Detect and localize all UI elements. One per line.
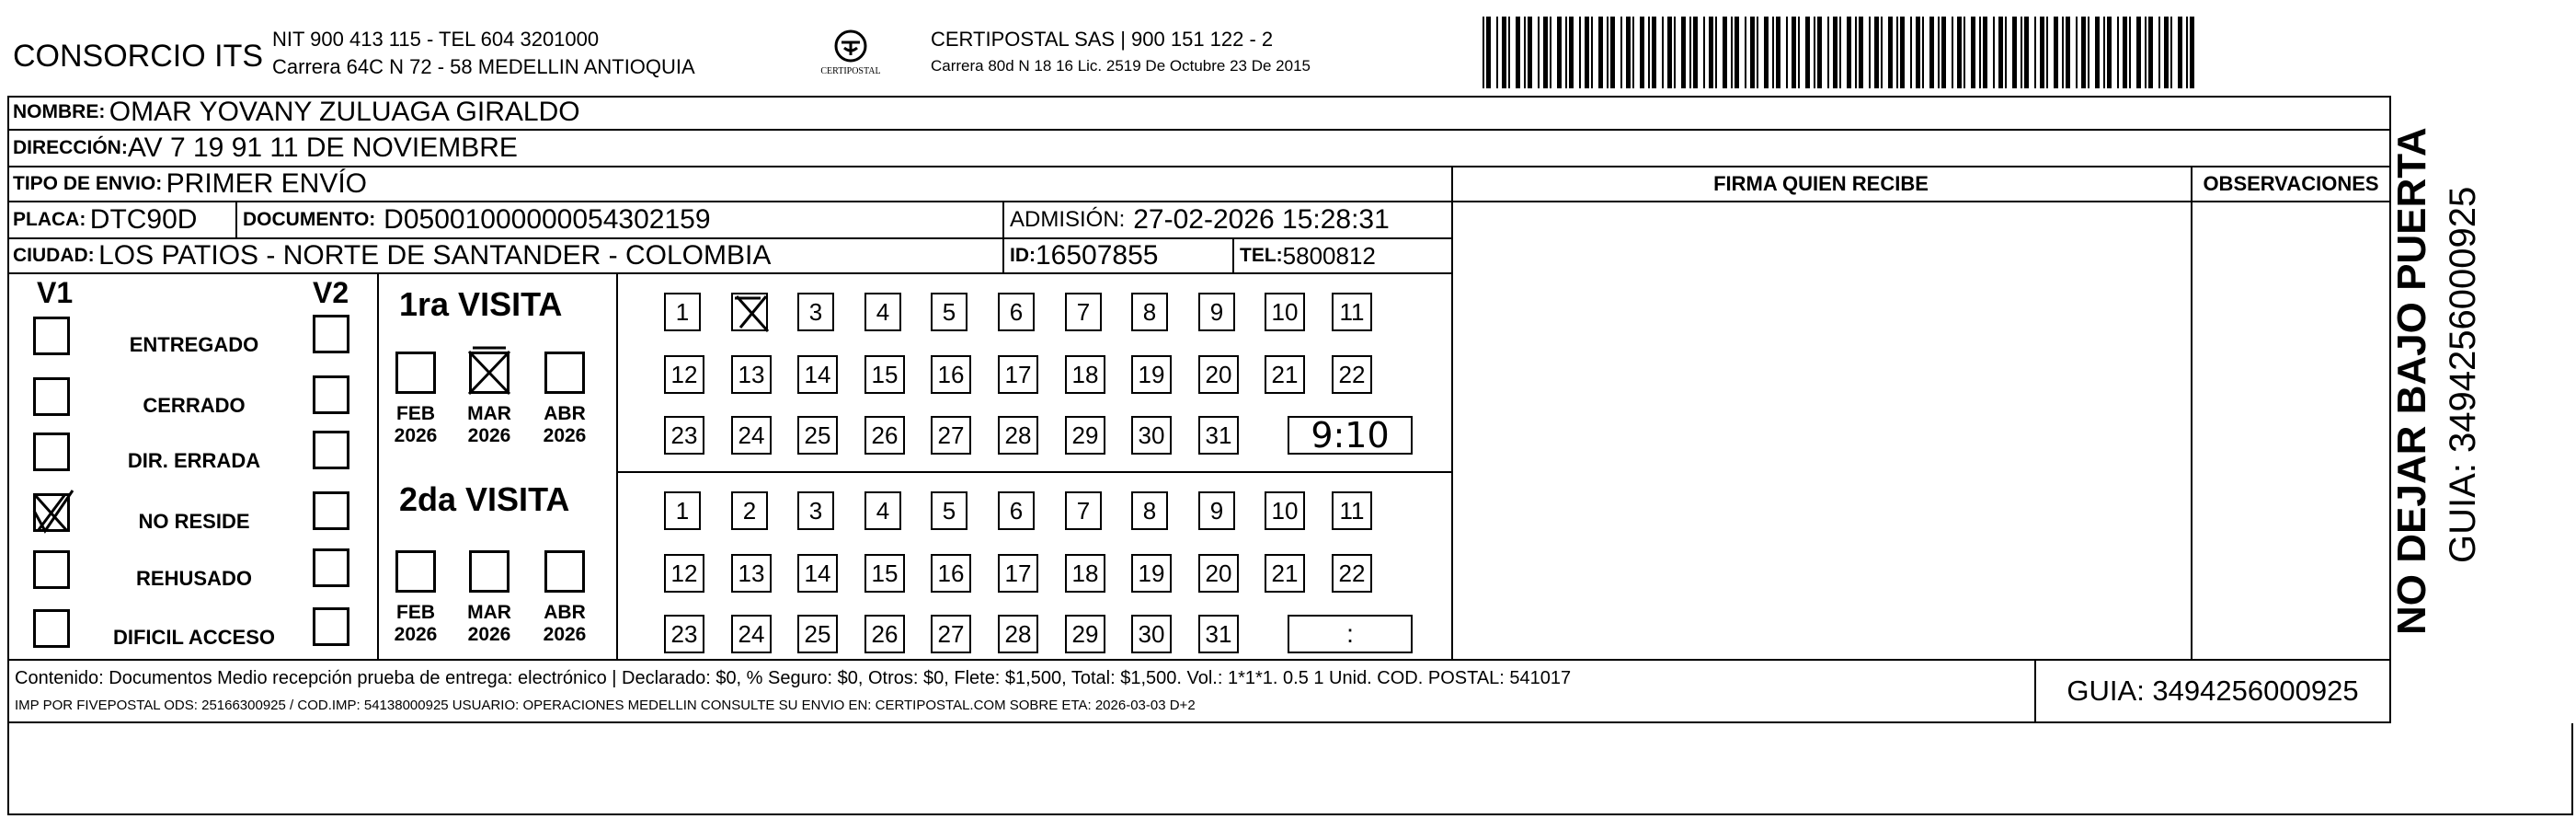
ciudad-label: CIUDAD: xyxy=(13,245,95,266)
day-box[interactable]: 8 xyxy=(1131,491,1168,530)
nombre-label: NOMBRE: xyxy=(13,101,106,122)
time-box[interactable]: : xyxy=(1288,615,1413,653)
month-label: ABR 2026 xyxy=(543,403,587,446)
check-mark-icon xyxy=(32,490,69,529)
status-label-dificil-acceso: DIFICIL ACCESO xyxy=(112,626,275,649)
carrier-name: CERTIPOSTAL SAS | 900 151 122 - 2 xyxy=(931,28,1274,51)
v1-checkbox[interactable] xyxy=(33,609,70,648)
month-label: ABR 2026 xyxy=(543,602,587,645)
side-guia: GUIA: 3494256000925 xyxy=(2443,186,2483,563)
v2-checkbox[interactable] xyxy=(313,375,349,414)
day-box[interactable]: 22 xyxy=(1332,554,1372,593)
nombre-value: OMAR YOVANY ZULUAGA GIRALDO xyxy=(109,97,580,127)
day-box[interactable]: 8 xyxy=(1131,293,1168,331)
month-checkbox[interactable] xyxy=(544,352,585,394)
day-box[interactable]: 19 xyxy=(1131,554,1172,593)
day-box[interactable]: 15 xyxy=(864,355,905,394)
row-ciudad xyxy=(13,239,771,272)
footer-line1: Contenido: Documentos Medio recepción prueba de entrega: electrónico | Declarado: $0, % Seguro: $0, Otros: $0, Flete: $1,500, Total: $1,500. Vol.: 1*1*1. 0.5 1 Unid. COD. POSTAL: 541017 xyxy=(15,668,1572,688)
day-box[interactable]: 26 xyxy=(864,416,905,455)
day-box[interactable]: 9 xyxy=(1198,293,1235,331)
day-box[interactable]: 23 xyxy=(664,416,704,455)
day-box[interactable]: 1 xyxy=(664,491,701,530)
day-box[interactable]: 12 xyxy=(664,355,704,394)
day-box[interactable]: 19 xyxy=(1131,355,1172,394)
documento-label: DOCUMENTO: xyxy=(243,209,376,230)
month-checkbox[interactable] xyxy=(469,550,509,593)
day-box[interactable]: 29 xyxy=(1065,416,1105,455)
row-tel xyxy=(1240,239,1376,272)
company-address: Carrera 64C N 72 - 58 MEDELLIN ANTIOQUIA xyxy=(272,55,695,78)
day-box[interactable]: 4 xyxy=(864,491,901,530)
month-checkbox[interactable] xyxy=(395,550,436,593)
day-box[interactable]: 31 xyxy=(1198,416,1239,455)
status-label-entregado: ENTREGADO xyxy=(129,333,259,356)
tel-value: 5800812 xyxy=(1282,241,1376,270)
footer-line2: IMP POR FIVEPOSTAL ODS: 25166300925 / COD.IMP: 54138000925 USUARIO: OPERACIONES MEDELLIN CONSULTE SU ENVIO EN: CERTIPOSTAL.COM SOBRE ETA: 2026-03-03 D+2 xyxy=(15,698,1196,713)
day-box[interactable]: 31 xyxy=(1198,615,1239,653)
lower-frame xyxy=(7,723,2573,815)
day-box[interactable]: 30 xyxy=(1131,416,1172,455)
day-box[interactable]: 25 xyxy=(797,615,838,653)
day-box[interactable]: 30 xyxy=(1131,615,1172,653)
row-tipo xyxy=(13,167,367,201)
time-box[interactable]: 9:10 xyxy=(1288,416,1413,455)
id-label: ID: xyxy=(1010,245,1036,266)
day-box[interactable]: 9 xyxy=(1198,491,1235,530)
admision-value: 27-02-2026 15:28:31 xyxy=(1133,204,1390,235)
day-box[interactable]: 16 xyxy=(931,554,971,593)
day-box[interactable]: 2 xyxy=(731,491,768,530)
day-box[interactable]: 24 xyxy=(731,416,772,455)
day-box[interactable]: 27 xyxy=(931,615,971,653)
day-box[interactable]: 15 xyxy=(864,554,905,593)
day-box[interactable]: 18 xyxy=(1065,355,1105,394)
row-nombre xyxy=(13,96,580,129)
placa-value: DTC90D xyxy=(89,204,198,235)
row-placa xyxy=(13,202,197,237)
month-label: MAR 2026 xyxy=(467,602,511,645)
carrier-address: Carrera 80d N 18 16 Lic. 2519 De Octubre 23 De 2015 xyxy=(931,57,1311,75)
day-box[interactable]: 11 xyxy=(1332,491,1372,530)
status-label-cerrado: CERRADO xyxy=(143,394,246,417)
v1-checkbox[interactable] xyxy=(33,493,70,532)
status-label-rehusado: REHUSADO xyxy=(136,567,252,590)
day-box[interactable]: 1 xyxy=(664,293,701,331)
day-box[interactable]: 21 xyxy=(1265,554,1305,593)
day-box[interactable]: 26 xyxy=(864,615,905,653)
day-box[interactable]: 14 xyxy=(797,355,838,394)
nit-line: NIT 900 413 115 - TEL 604 3201000 xyxy=(272,28,600,51)
day-box[interactable]: 10 xyxy=(1265,491,1305,530)
day-box[interactable]: 20 xyxy=(1198,554,1239,593)
day-box[interactable]: 24 xyxy=(731,615,772,653)
day-box[interactable]: 6 xyxy=(998,491,1035,530)
status-label-dir-errada: DIR. ERRADA xyxy=(127,449,261,472)
tipo-label: TIPO DE ENVIO: xyxy=(13,173,163,194)
placa-label: PLACA: xyxy=(13,209,86,230)
month-label: MAR 2026 xyxy=(467,403,511,446)
day-box[interactable]: 27 xyxy=(931,416,971,455)
day-box[interactable]: 13 xyxy=(731,355,772,394)
barcode-icon xyxy=(1483,17,2200,88)
footer-guia: GUIA: 3494256000925 xyxy=(2067,675,2359,707)
day-box[interactable]: 11 xyxy=(1332,293,1372,331)
day-box[interactable]: 25 xyxy=(797,416,838,455)
day-box[interactable]: 17 xyxy=(998,554,1038,593)
v2-checkbox[interactable] xyxy=(313,431,349,469)
day-box[interactable]: 5 xyxy=(931,491,967,530)
certipostal-logo: CERTIPOSTAL xyxy=(809,28,892,83)
firma-label: FIRMA QUIEN RECIBE xyxy=(1713,172,1929,195)
day-box[interactable]: 5 xyxy=(931,293,967,331)
day-box[interactable]: 16 xyxy=(931,355,971,394)
month-label: FEB 2026 xyxy=(394,602,438,645)
month-checkbox[interactable] xyxy=(395,352,436,394)
month-checkbox[interactable] xyxy=(544,550,585,593)
visit1-title: 1ra VISITA xyxy=(399,285,563,323)
day-box[interactable]: 7 xyxy=(1065,491,1102,530)
month-label: FEB 2026 xyxy=(394,403,438,446)
day-box[interactable]: 29 xyxy=(1065,615,1105,653)
day-box[interactable]: 28 xyxy=(998,615,1038,653)
day-box[interactable]: 7 xyxy=(1065,293,1102,331)
day-box[interactable]: 22 xyxy=(1332,355,1372,394)
day-box[interactable]: 20 xyxy=(1198,355,1239,394)
day-box[interactable]: 21 xyxy=(1265,355,1305,394)
day-box[interactable] xyxy=(731,293,768,331)
month-checkbox[interactable] xyxy=(469,352,509,394)
admision-label: ADMISIÓN: xyxy=(1010,207,1126,232)
observaciones-label: OBSERVACIONES xyxy=(2203,172,2379,195)
documento-value: D05001000000054302159 xyxy=(384,204,711,235)
day-box[interactable]: 13 xyxy=(731,554,772,593)
visit2-title: 2da VISITA xyxy=(399,480,570,518)
day-box[interactable]: 12 xyxy=(664,554,704,593)
day-box[interactable]: 23 xyxy=(664,615,704,653)
row-id xyxy=(1010,239,1158,272)
v2-label: V2 xyxy=(313,276,349,309)
direccion-label: DIRECCIÓN: xyxy=(13,137,128,158)
day-box[interactable]: 18 xyxy=(1065,554,1105,593)
cross-mark-icon xyxy=(469,352,509,394)
status-label-no-reside: NO RESIDE xyxy=(138,510,250,533)
row-direccion xyxy=(13,131,518,166)
day-box[interactable]: 4 xyxy=(864,293,901,331)
direccion-value: AV 7 19 91 11 DE NOVIEMBRE xyxy=(127,133,518,163)
ciudad-value: LOS PATIOS - NORTE DE SANTANDER - COLOMBIA xyxy=(98,240,772,271)
v2-checkbox[interactable] xyxy=(313,315,349,353)
day-box[interactable]: 3 xyxy=(797,293,834,331)
side-warning: NO DEJAR BAJO PUERTA xyxy=(2389,127,2434,635)
v1-checkbox[interactable] xyxy=(33,550,70,589)
day-box[interactable]: 14 xyxy=(797,554,838,593)
day-box[interactable]: 3 xyxy=(797,491,834,530)
v1-label: V1 xyxy=(37,276,74,309)
id-value: 16507855 xyxy=(1036,240,1159,271)
cross-mark-icon xyxy=(733,294,770,333)
v1-checkbox[interactable] xyxy=(33,317,70,355)
day-box[interactable]: 17 xyxy=(998,355,1038,394)
tel-label: TEL: xyxy=(1240,245,1283,266)
day-box[interactable]: 6 xyxy=(998,293,1035,331)
row-documento xyxy=(243,202,711,237)
company-name: CONSORCIO ITS xyxy=(13,39,264,74)
v2-checkbox[interactable] xyxy=(313,491,349,530)
v2-checkbox[interactable] xyxy=(313,548,349,587)
v1-checkbox[interactable] xyxy=(33,433,70,471)
tipo-value: PRIMER ENVÍO xyxy=(166,168,368,199)
v1-checkbox[interactable] xyxy=(33,377,70,416)
day-box[interactable]: 28 xyxy=(998,416,1038,455)
v2-checkbox[interactable] xyxy=(313,607,349,646)
day-box[interactable]: 10 xyxy=(1265,293,1305,331)
row-admision xyxy=(1010,202,1390,237)
